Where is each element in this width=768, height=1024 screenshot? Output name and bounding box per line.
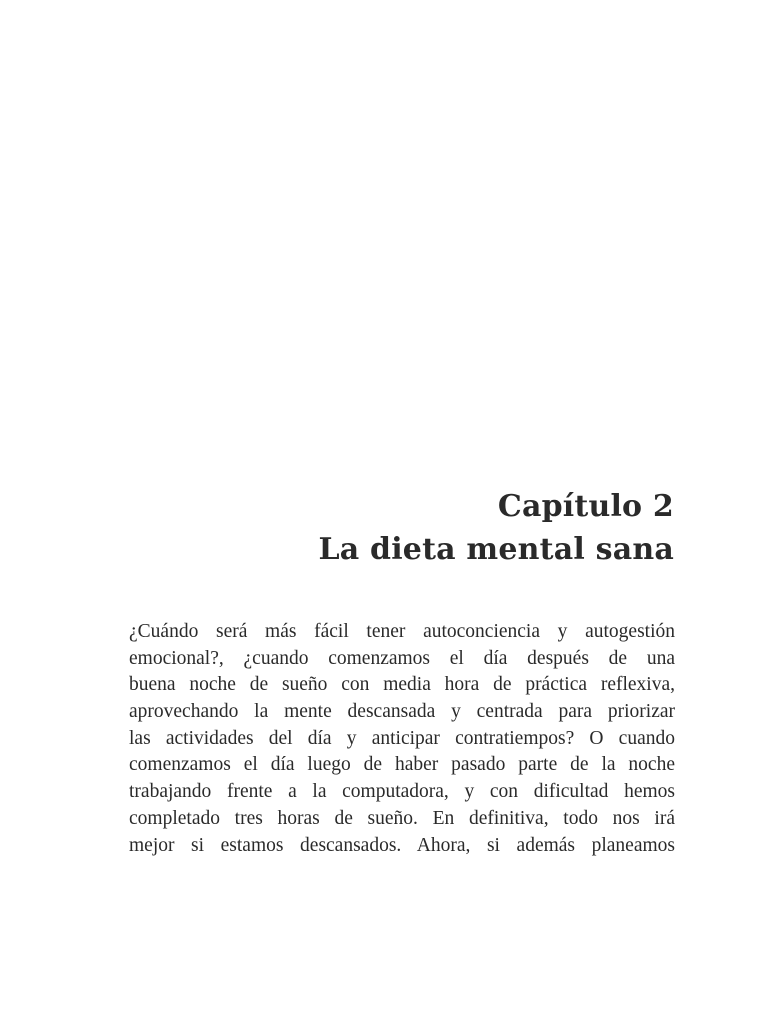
chapter-heading [318, 485, 674, 571]
paragraph-line: comenzamos el día luego de haber pasado parte de la noche [129, 754, 675, 776]
paragraph-line: completado tres horas de sueño. En definitiva, todo nos irá [129, 807, 675, 829]
paragraph-line: las actividades del día y anticipar contratiempos? O cuando [129, 727, 675, 749]
paragraph-line: aprovechando la mente descansada y centrada para priorizar [129, 701, 675, 723]
paragraph-line: ¿Cuándo será más fácil tener autoconciencia y autogestión [129, 621, 675, 642]
chapter-title: La dieta mental sana [318, 532, 674, 567]
paragraph-line: buena noche de sueño con media hora de práctica reflexiva, [129, 674, 675, 696]
body-paragraph [129, 619, 675, 859]
paragraph-line: trabajando frente a la computadora, y con dificultad hemos [129, 781, 675, 803]
paragraph-line: emocional?, ¿cuando comenzamos el día después de una [129, 647, 675, 669]
paragraph-line: mejor si estamos descansados. Ahora, si además planeamos [129, 834, 675, 856]
chapter-number: Capítulo 2 [497, 489, 674, 524]
